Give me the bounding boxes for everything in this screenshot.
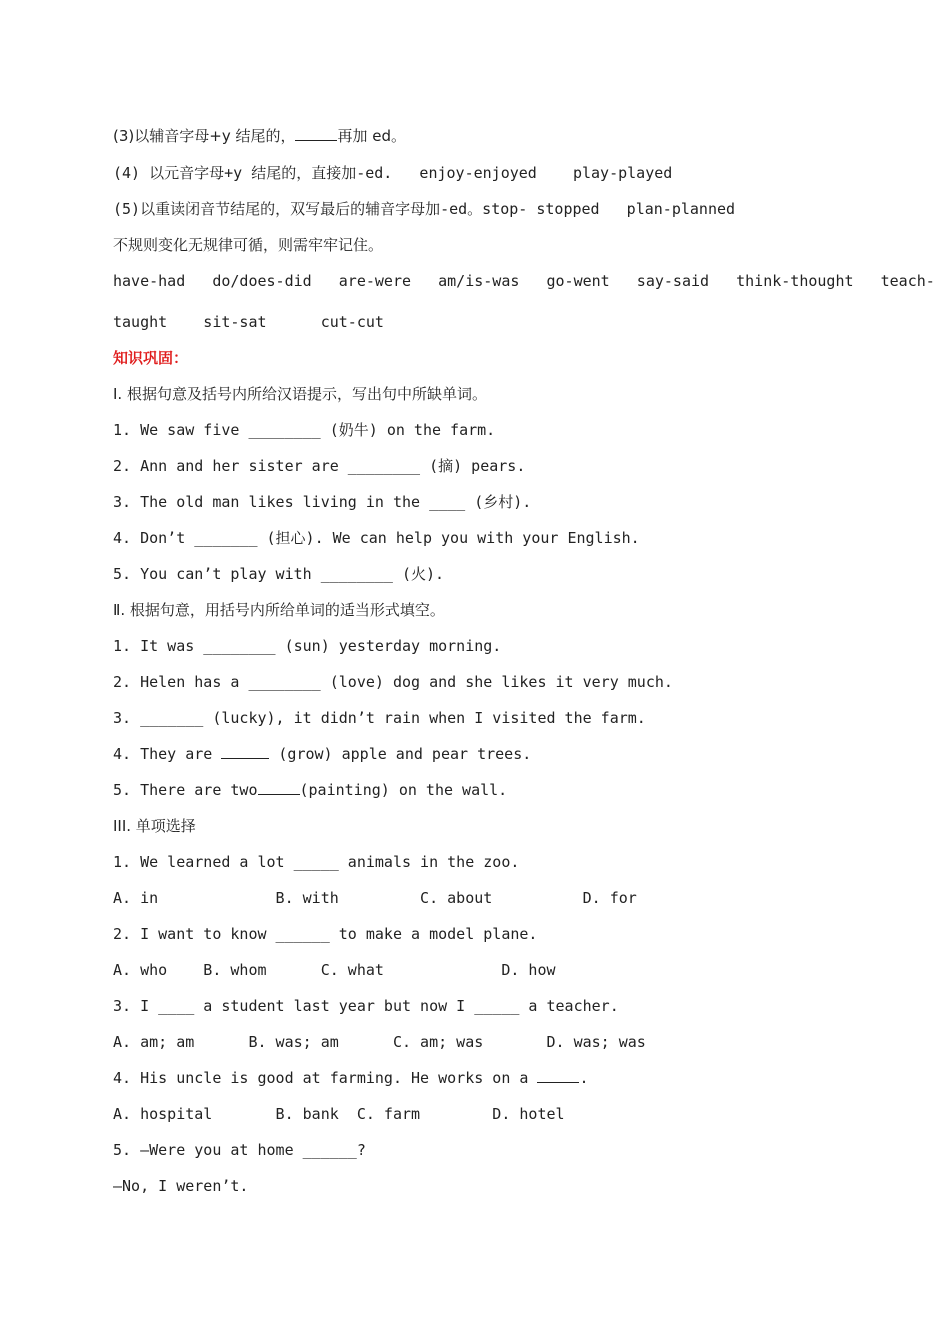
part3-q4-text: 4. His uncle is good at farming. He works on a	[113, 1069, 538, 1087]
part2-item-2: 2. Helen has a ________ (love) dog and she likes it very much.	[113, 673, 673, 691]
part2-item-4-text: 4. They are	[113, 745, 222, 763]
part2-title: Ⅱ. 根据句意，用括号内所给单词的适当形式填空。	[113, 601, 445, 619]
part2-item-5-text-end: (painting) on the wall.	[299, 781, 508, 799]
part2-item-4	[113, 744, 531, 764]
part3-q2: 2. I want to know ______ to make a model plane.	[113, 925, 538, 943]
part2-item-3: 3. _______ (lucky), it didn’t rain when I visited the farm.	[113, 709, 646, 727]
part2-item-1: 1. It was ________ (sun) yesterday morning.	[113, 637, 502, 655]
blank-line	[221, 744, 269, 759]
part1-item-4: 4. Don’t _______ (担心). We can help you with your English.	[113, 529, 640, 547]
part3-q3: 3. I ____ a student last year but now I _____ a teacher.	[113, 997, 619, 1015]
part2-item-5-text: 5. There are two	[113, 781, 258, 799]
part3-q4	[113, 1068, 588, 1088]
irregular-list-line-2: taught sit-sat cut-cut	[113, 313, 384, 331]
irregular-list-line-1: have-had do/does-did are-were am/is-was go-went say-said think-thought teach-	[113, 272, 935, 290]
part3-q5-answer: —No, I weren’t.	[113, 1177, 249, 1195]
rule-4: (4) 以元音字母+y 结尾的，直接加-ed. enjoy-enjoyed play-played	[113, 164, 673, 182]
part3-q3-options: A. am; am B. was; am C. am; was D. was; was	[113, 1033, 646, 1051]
irregular-note: 不规则变化无规律可循，则需牢牢记住。	[113, 236, 384, 254]
part1-item-2: 2. Ann and her sister are ________ (摘) pears.	[113, 457, 526, 475]
part1-item-3: 3. The old man likes living in the ____ (乡村).	[113, 493, 532, 511]
rule-3-text-end: 再加 ed。	[337, 127, 406, 145]
part3-q2-options: A. who B. whom C. what D. how	[113, 961, 556, 979]
part3-q5: 5. —Were you at home ______?	[113, 1141, 366, 1159]
rule-3-text: (3)以辅音字母+y 结尾的，	[113, 127, 296, 145]
part2-item-5	[113, 780, 507, 800]
rule-3	[113, 126, 406, 146]
part1-item-1: 1. We saw five ________ (奶牛) on the farm.	[113, 421, 496, 439]
rule-5: (5)以重读闭音节结尾的，双写最后的辅音字母加-ed。stop- stopped plan-planned	[113, 200, 736, 218]
part3-q1-options: A. in B. with C. about D. for	[113, 889, 637, 907]
part3-title: III. 单项选择	[113, 817, 196, 835]
part1-title: Ⅰ. 根据句意及括号内所给汉语提示，写出句中所缺单词。	[113, 385, 487, 403]
part2-item-4-text-end: (grow) apple and pear trees.	[269, 745, 532, 763]
part1-item-5: 5. You can’t play with ________ (火).	[113, 565, 445, 583]
blank-line	[295, 126, 337, 141]
part3-q4-options: A. hospital B. bank C. farm D. hotel	[113, 1105, 565, 1123]
blank-line	[537, 1068, 579, 1083]
blank-line	[258, 780, 300, 795]
section-heading: 知识巩固：	[113, 349, 189, 367]
part3-q4-text-end: .	[579, 1069, 589, 1087]
part3-q1: 1. We learned a lot _____ animals in the zoo.	[113, 853, 520, 871]
